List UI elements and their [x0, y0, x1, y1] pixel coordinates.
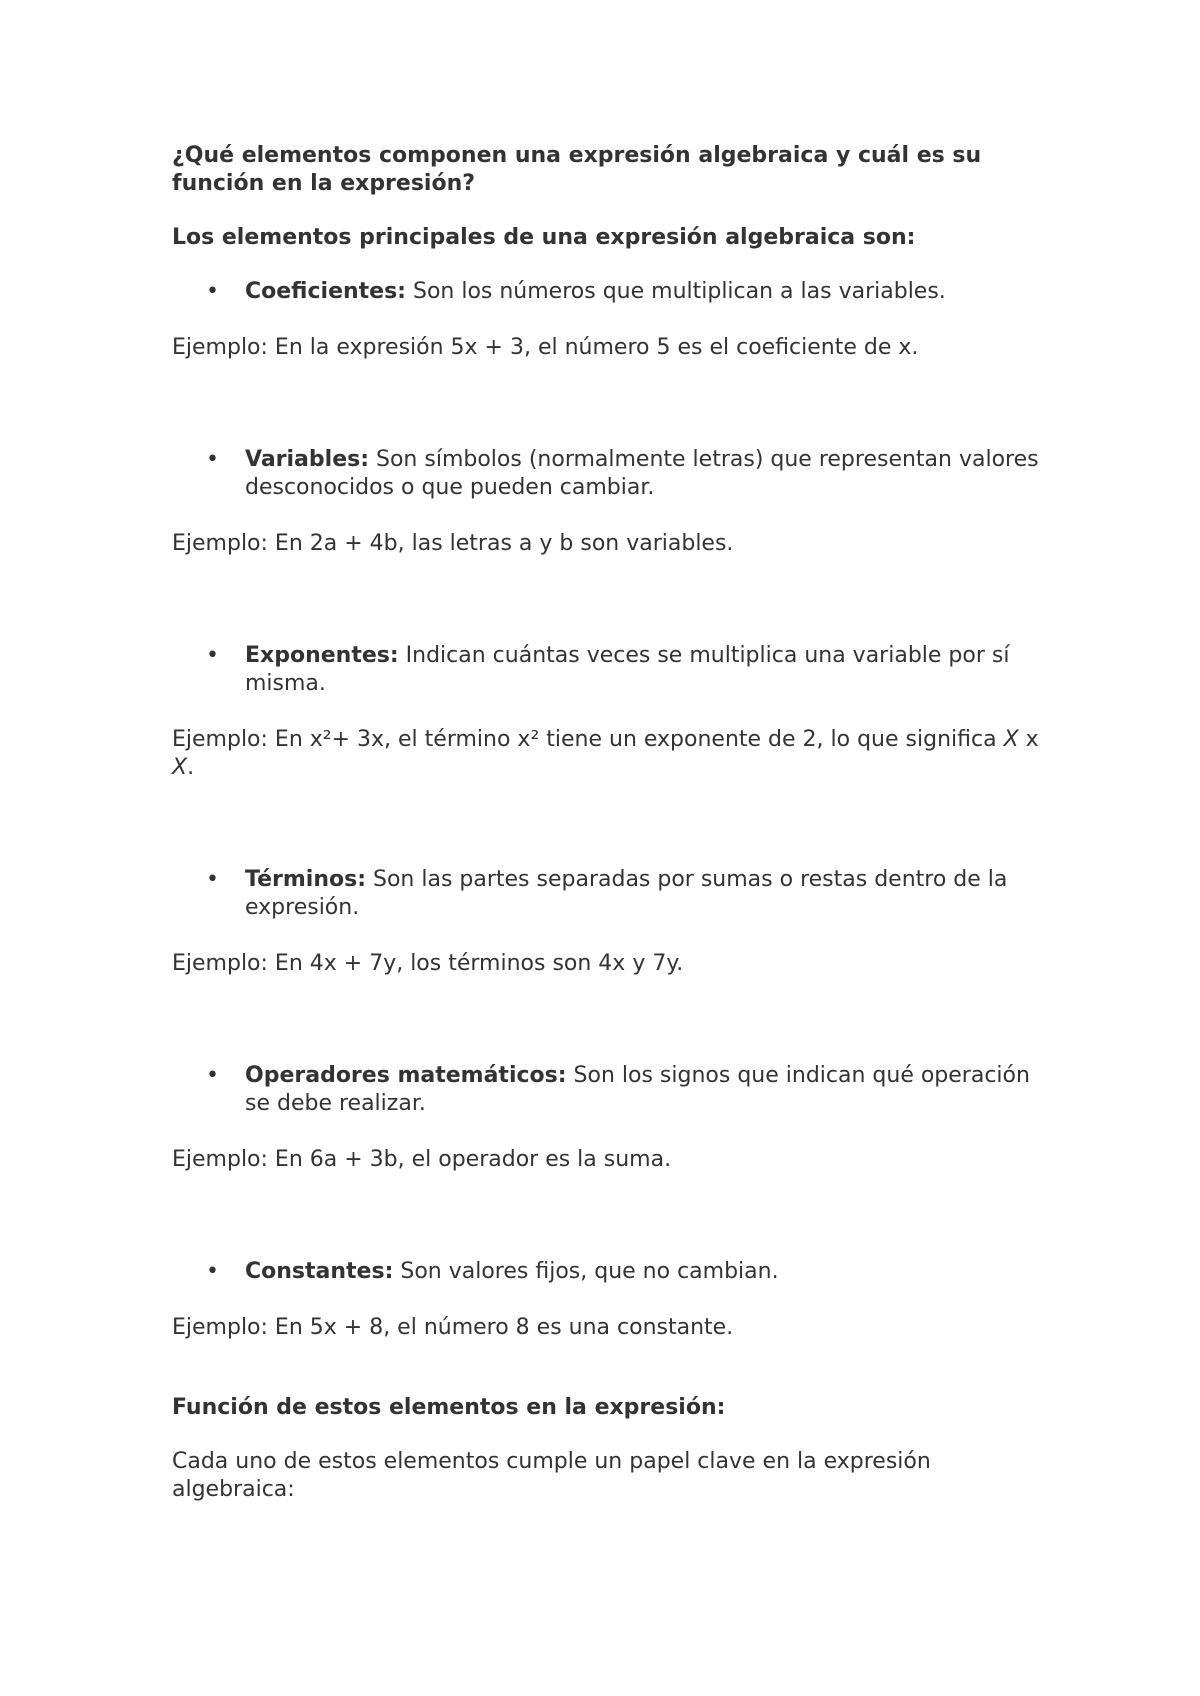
list-item-operadores: [172, 1062, 1042, 1118]
example-text: Ejemplo: En 5x + 8, el número 8 es una constante.: [172, 1315, 734, 1340]
example-text: Ejemplo: En 2a + 4b, las letras a y b son variables.: [172, 531, 734, 556]
bullet-icon: •: [206, 867, 219, 892]
item-definition: Son los números que multiplican a las variables.: [405, 279, 946, 304]
item-term: Términos:: [245, 867, 366, 892]
item-definition: Son las partes separadas por sumas o restas dentro de la expresión.: [245, 867, 1008, 920]
list-item-terminos: [172, 866, 1042, 922]
example-text: Ejemplo: En 6a + 3b, el operador es la suma.: [172, 1147, 672, 1172]
example-var: X: [172, 755, 188, 780]
bullet-icon: •: [206, 1063, 219, 1088]
item-definition: Son símbolos (normalmente letras) que representan valores desconocidos o que pueden cambiar.: [245, 447, 1039, 500]
item-definition: Son los signos que indican qué operación se debe realizar.: [245, 1063, 1030, 1116]
bullet-icon: •: [206, 447, 219, 472]
intro-heading: Los elementos principales de una expresión algebraica son:: [172, 225, 916, 250]
item-definition: Indican cuántas veces se multiplica una variable por sí misma.: [245, 643, 1010, 696]
example-text: Ejemplo: En la expresión 5x + 3, el número 5 es el coeficiente de x.: [172, 335, 919, 360]
item-term: Exponentes:: [245, 643, 399, 668]
bullet-icon: •: [206, 1259, 219, 1284]
example-text: Ejemplo: En 4x + 7y, los términos son 4x y 7y.: [172, 951, 684, 976]
example-mid: x: [1018, 727, 1039, 752]
section-heading: Función de estos elementos en la expresión:: [172, 1395, 726, 1420]
list-item-exponentes: [172, 642, 1042, 698]
document-page: [172, 142, 1042, 1504]
section-text: Cada uno de estos elementos cumple un papel clave en la expresión algebraica:: [172, 1449, 931, 1502]
list-item-constantes: [172, 1258, 1042, 1286]
item-term: Coeficientes:: [245, 279, 406, 304]
item-definition: Son valores fijos, que no cambian.: [393, 1259, 779, 1284]
example-prefix: Ejemplo: En x²+ 3x, el término x² tiene un exponente de 2, lo que significa: [172, 727, 1004, 752]
example-var: X: [1003, 727, 1019, 752]
list-item-variables: [172, 446, 1042, 502]
list-item-coeficientes: [172, 278, 1042, 306]
item-term: Constantes:: [245, 1259, 394, 1284]
example-suffix: .: [187, 755, 195, 780]
question-heading: ¿Qué elementos componen una expresión algebraica y cuál es su función en la expresión?: [172, 143, 982, 196]
item-term: Operadores matemáticos:: [245, 1063, 567, 1088]
bullet-icon: •: [206, 279, 219, 304]
item-term: Variables:: [245, 447, 370, 472]
bullet-icon: •: [206, 643, 219, 668]
example-text: [172, 726, 1042, 782]
